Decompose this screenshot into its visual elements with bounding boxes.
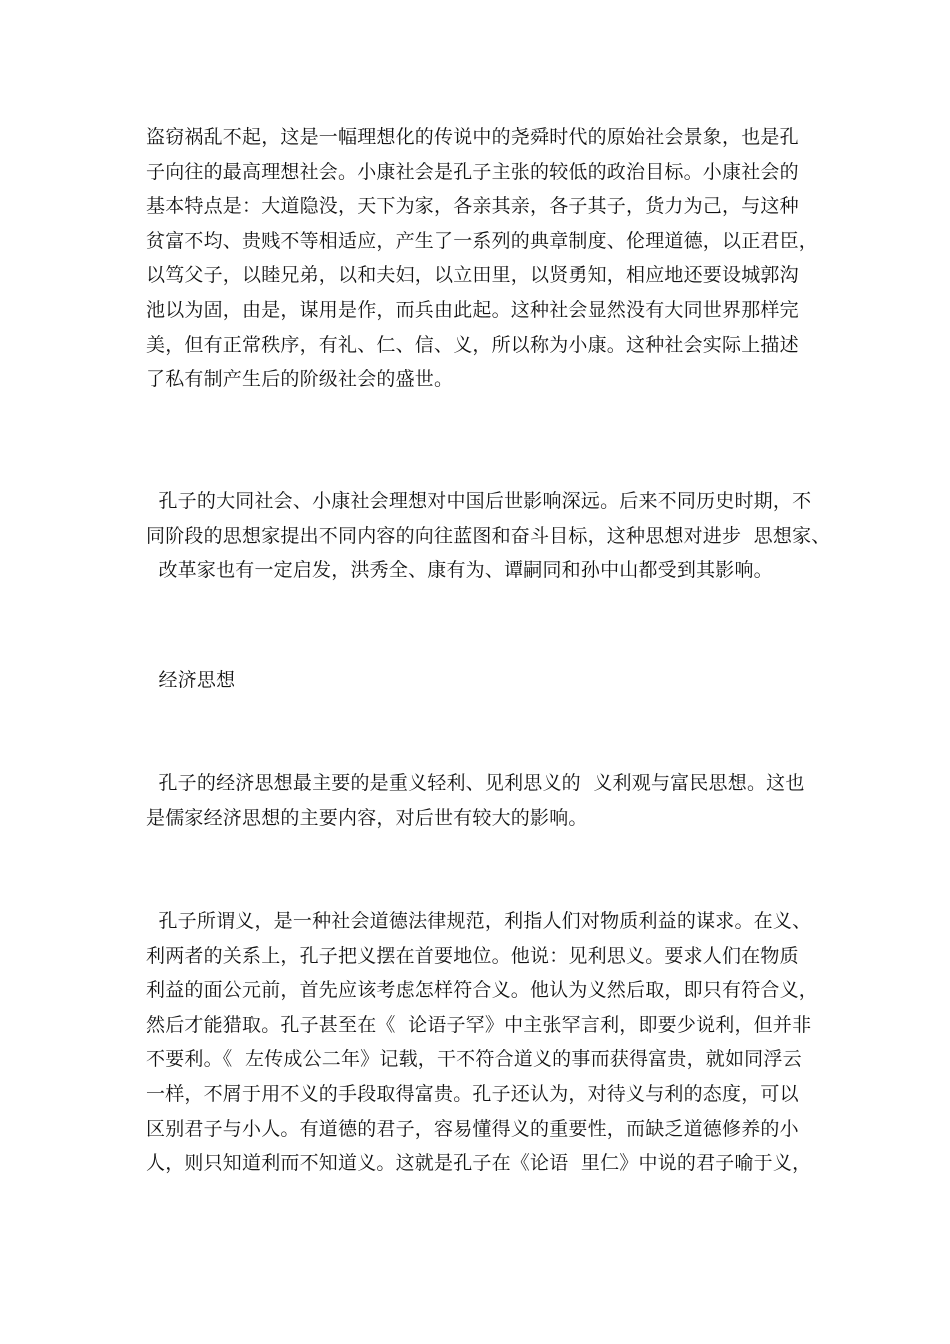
paragraph-economic-intro [146, 766, 826, 835]
section-heading-economic-thought [146, 663, 826, 698]
text-line: 孔子所谓义，是一种社会道德法律规范，利指人们对物质利益的谋求。在义、 [146, 910, 812, 932]
text-line: 不要利。《 左传成公二年》记载，干不符合道义的事而获得富贵，就如同浮云 [146, 1048, 802, 1071]
text-line: 了私有制产生后的阶级社会的盛世。 [146, 368, 454, 391]
text-line: 然后才能猎取。孔子甚至在《 论语子罕》中主张罕言利，即要少说利，但并非 [146, 1013, 812, 1036]
text-line: 池以为固，由是，谋用是作，而兵由此起。这种社会显然没有大同世界那样完 [146, 298, 799, 321]
text-line: 孔子的经济思想最主要的是重义轻利、见利思义的 义利观与富民思想。这也 [146, 772, 805, 794]
text-line: 贫富不均、贵贱不等相适应，产生了一系列的典章制度、伦理道德，以正君臣， [146, 229, 819, 252]
text-line: 基本特点是：大道隐没，天下为家，各亲其亲，各子其子，货力为己，与这种 [146, 195, 799, 218]
paragraph-influence [146, 484, 831, 588]
text-line: 是儒家经济思想的主要内容，对后世有较大的影响。 [146, 806, 588, 829]
text-line: 区别君子与小人。有道德的君子，容易懂得义的重要性，而缺乏道德修养的小 [146, 1117, 799, 1140]
section-heading: 经济思想 [146, 669, 236, 691]
text-line: 利益的面公元前，首先应该考虑怎样符合义。他认为义然后取，即只有符合义， [146, 979, 819, 1002]
text-line: 盗窃祸乱不起，这是一幅理想化的传说中的尧舜时代的原始社会景象，也是孔 [146, 126, 799, 148]
text-line: 子向往的最高理想社会。小康社会是孔子主张的较低的政治目标。小康社会的 [146, 160, 799, 183]
paragraph-datong-xiaokang [146, 120, 826, 397]
text-line: 一样，不屑于用不义的手段取得富贵。孔子还认为，对待义与利的态度，可以 [146, 1082, 799, 1105]
text-line: 以笃父子，以睦兄弟，以和夫妇，以立田里，以贤勇知，相应地还要设城郭沟 [146, 264, 799, 287]
text-line: 同阶段的思想家提出不同内容的向往蓝图和奋斗目标，这种思想对进步 思想家、 [146, 524, 831, 547]
text-line: 人，则只知道利而不知道义。这就是孔子在《论语 里仁》中说的君子喻于义， [146, 1152, 812, 1175]
text-line: 孔子的大同社会、小康社会理想对中国后世影响深远。后来不同历史时期，不 [146, 490, 812, 512]
text-line: 改革家也有一定启发，洪秀全、康有为、谭嗣同和孙中山都受到其影响。 [146, 559, 773, 582]
paragraph-yi-and-li [146, 904, 826, 1181]
text-line: 利两者的关系上，孔子把义摆在首要地位。他说：见利思义。要求人们在物质 [146, 944, 799, 967]
text-line: 美，但有正常秩序，有礼、仁、信、义，所以称为小康。这种社会实际上描述 [146, 333, 799, 356]
